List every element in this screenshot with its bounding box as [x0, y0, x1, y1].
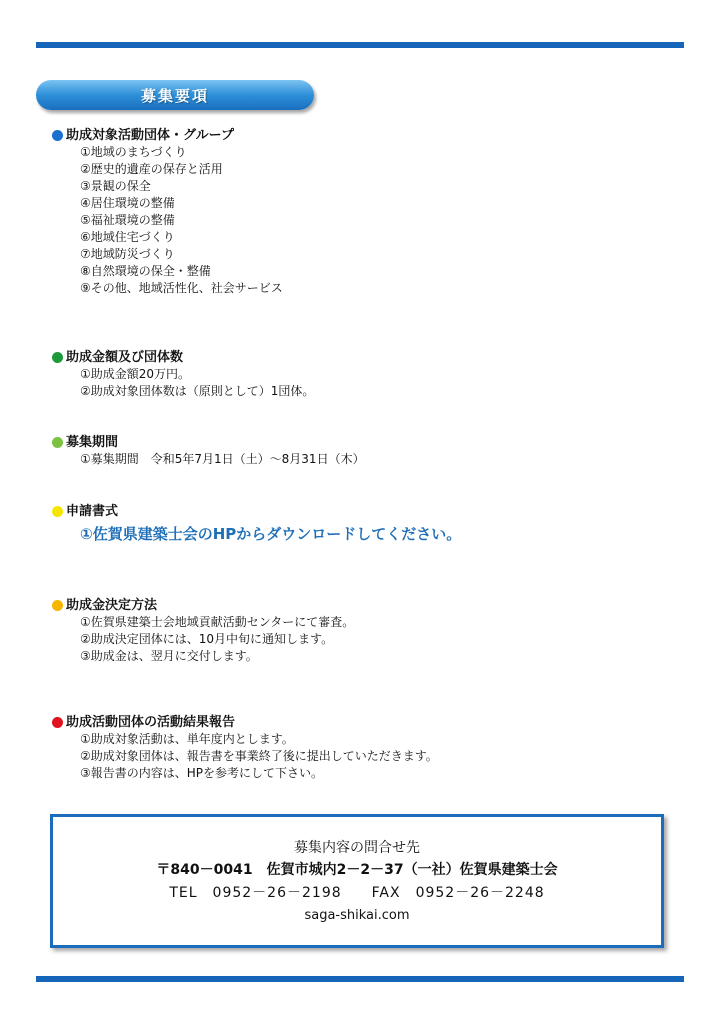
contact-website: saga-shikai.com [304, 908, 410, 923]
list-item: ③景観の保全 [80, 179, 151, 193]
list-item: ①助成金額20万円。 [80, 367, 191, 381]
contact-box [50, 814, 664, 948]
list-item: ①募集期間 令和5年7月1日（土）～8月31日（木） [80, 452, 365, 466]
section-title: 助成金額及び団体数 [66, 350, 184, 365]
section-decision-method [52, 597, 672, 665]
orange-bullet-icon [52, 600, 63, 611]
section-activity-report [52, 714, 672, 782]
contact-phone-fax: TEL 0952－26－2198 FAX 0952－26－2248 [169, 885, 545, 901]
red-bullet-icon [52, 717, 63, 728]
section-application-form [52, 503, 672, 546]
list-item: ②歴史的遺産の保存と活用 [80, 162, 223, 176]
list-item: ②助成対象団体は、報告書を事業終了後に提出していただきます。 [80, 749, 438, 763]
section-grant-amount [52, 349, 672, 400]
contact-heading: 募集内容の問合せ先 [294, 840, 420, 856]
list-item: ①地域のまちづくり [80, 145, 187, 159]
list-item: ③報告書の内容は、HPを参考にして下さい。 [80, 766, 324, 780]
green-bullet-icon [52, 352, 63, 363]
yellow-bullet-icon [52, 506, 63, 517]
list-item: ②助成決定団体には、10月中旬に通知します。 [80, 632, 334, 646]
list-item: ⑦地域防災づくり [80, 247, 175, 261]
bottom-rule [36, 976, 684, 982]
section-target-groups [52, 127, 672, 297]
section-title: 募集期間 [66, 435, 119, 450]
list-item: ⑧自然環境の保全・整備 [80, 264, 211, 278]
section-title: 申請書式 [66, 504, 119, 519]
blue-bullet-icon [52, 130, 63, 141]
contact-address: 〒840－0041 佐賀市城内2－2－37（一社）佐賀県建築士会 [156, 862, 558, 878]
list-item: ④居住環境の整備 [80, 196, 175, 210]
list-item: ⑤福祉環境の整備 [80, 213, 175, 227]
list-item: ②助成対象団体数は（原則として）1団体。 [80, 384, 315, 398]
section-title: 助成対象活動団体・グループ [66, 128, 234, 143]
list-item: ③助成金は、翌月に交付します。 [80, 649, 258, 663]
section-title: 助成金決定方法 [66, 598, 158, 613]
list-item: ⑨その他、地域活性化、社会サービス [80, 281, 283, 295]
list-item: ①佐賀県建築士会地域貢献活動センターにて審査。 [80, 615, 355, 629]
download-instruction: ①佐賀県建築士会のHPからダウンロードしてください。 [80, 525, 462, 543]
section-recruitment-period [52, 434, 672, 468]
list-item: ⑥地域住宅づくり [80, 230, 175, 244]
section-header-pill [36, 80, 314, 110]
list-item: ①助成対象活動は、単年度内とします。 [80, 732, 294, 746]
page-title: 募集要項 [140, 86, 209, 105]
light-green-bullet-icon [52, 437, 63, 448]
section-title: 助成活動団体の活動結果報告 [66, 715, 236, 730]
top-rule [36, 42, 684, 48]
